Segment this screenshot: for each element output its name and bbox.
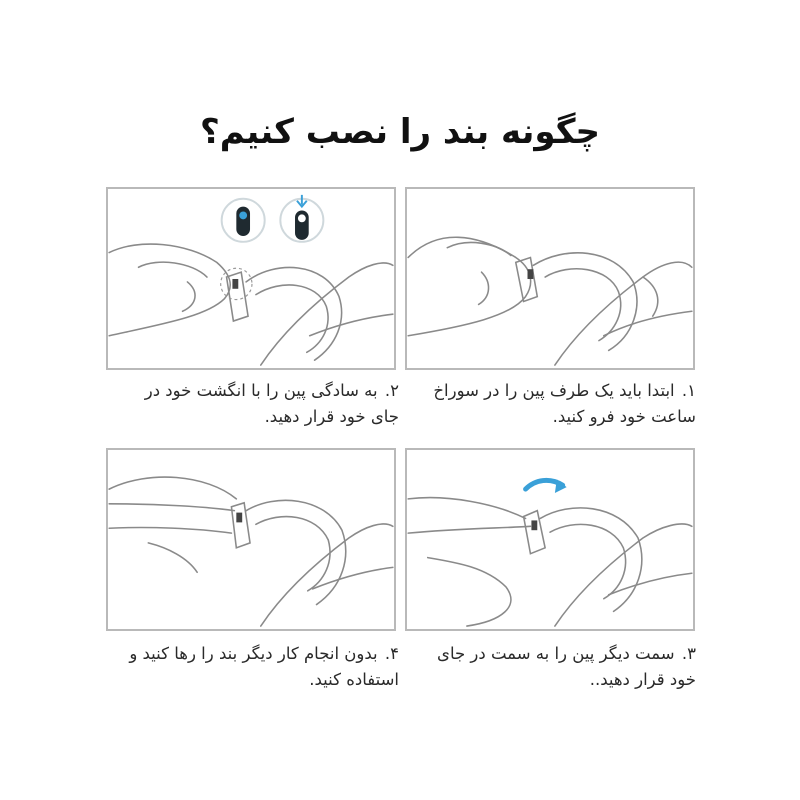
page-title: چگونه بند را نصب کنیم؟ [199, 112, 600, 152]
step-number: ۲. [384, 381, 399, 400]
step-2-caption [99, 378, 399, 430]
step-4-caption [99, 641, 399, 693]
step-3-caption [396, 641, 696, 693]
step-4-illustration [106, 448, 396, 631]
step-text: سمت دیگر پین را به سمت در جای [437, 644, 675, 663]
step-text: به سادگی پین را با انگشت خود در [144, 381, 378, 400]
hand-tilt-sketch-icon [407, 450, 693, 629]
hand-release-sketch-icon [108, 450, 394, 629]
step-number: ۱. [681, 381, 696, 400]
hand-pin-sketch-icon [108, 189, 394, 368]
step-text: جای خود قرار دهید. [264, 407, 399, 426]
step-1-caption [396, 378, 696, 430]
step-3-illustration [405, 448, 695, 631]
step-text: بدون انجام کار دیگر بند را رها کنید و [129, 644, 378, 663]
step-text: استفاده کنید. [309, 670, 399, 689]
step-number: ۳. [681, 644, 696, 663]
step-1-illustration [405, 187, 695, 370]
step-text: خود قرار دهید.. [589, 670, 696, 689]
step-2-illustration [106, 187, 396, 370]
hand-watch-sketch-icon [407, 189, 693, 368]
step-text: ساعت خود فرو کنید. [552, 407, 696, 426]
step-text: ابتدا باید یک طرف پین را در سوراخ [433, 381, 675, 400]
step-number: ۴. [384, 644, 399, 663]
